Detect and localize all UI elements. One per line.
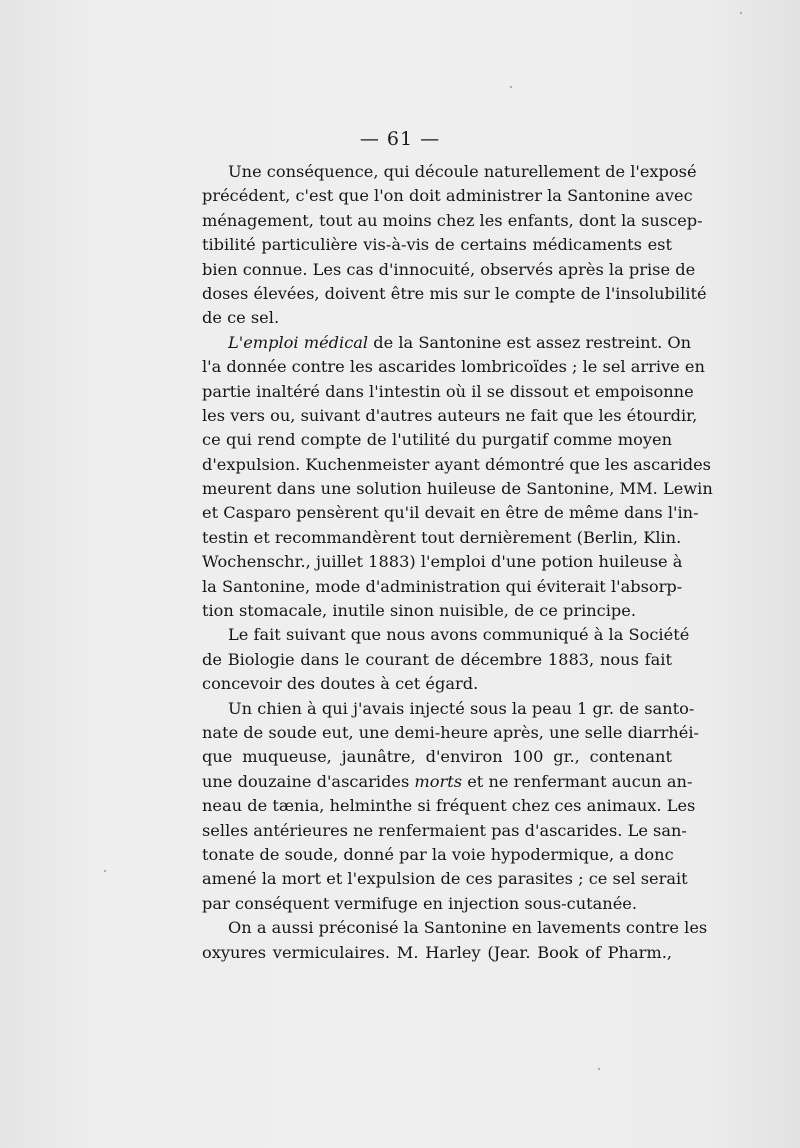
text-line: de ce sel. — [202, 308, 280, 328]
body-text — [202, 160, 713, 965]
text-line: amené la mort et l'expulsion de ces parasites ; ce sel serait — [202, 869, 688, 889]
text-line: testin et recommandèrent tout dernièrement (Berlin, Klin. — [202, 527, 682, 547]
text-line: d'expulsion. Kuchenmeister ayant démontré que les ascarides — [202, 454, 711, 474]
text-line: Une conséquence, qui découle naturellement de l'exposé — [228, 162, 697, 181]
text-line: On a aussi préconisé la Santonine en lavements contre les — [228, 918, 708, 938]
text-line: que muqueuse, jaunâtre, d'environ 100 gr., contenant — [202, 747, 672, 767]
text-fragment: et ne renfermant aucun an- — [462, 771, 693, 791]
text-line: nate de soude eut, une demi-heure après, une selle diarrhéi- — [202, 722, 699, 742]
text-line — [202, 331, 692, 355]
text-line: de Biologie dans le courant de décembre 1883, nous fait — [202, 649, 672, 669]
text-line: Wochenschr., juillet 1883) l'emploi d'une potion huileuse à — [202, 552, 683, 572]
text-line: ménagement, tout au moins chez les enfants, dont la suscep- — [202, 210, 703, 230]
text-fragment: de la Santonine est assez restreint. On — [368, 332, 692, 352]
text-line: et Casparo pensèrent qu'il devait en être de même dans l'in- — [202, 503, 699, 523]
scan-speck — [598, 1068, 600, 1070]
text-line: par conséquent vermifuge en injection sous-cutanée. — [202, 893, 638, 913]
text-line: concevoir des doutes à cet égard. — [202, 674, 479, 694]
paragraph-2 — [202, 331, 713, 624]
text-line: selles antérieures ne renfermaient pas d'ascarides. Le san- — [202, 820, 687, 840]
scan-speck — [510, 86, 512, 88]
page-number: — 61 — — [359, 128, 441, 150]
text-line: bien connue. Les cas d'innocuité, observés après la prise de — [202, 259, 696, 279]
text-line — [202, 770, 693, 794]
text-line: partie inaltéré dans l'intestin où il se dissout et empoisonne — [202, 381, 694, 401]
text-line: précédent, c'est que l'on doit administrer la Santonine avec — [202, 186, 693, 206]
text-line: l'a donnée contre les ascarides lombricoïdes ; le sel arrive en — [202, 357, 705, 377]
paragraph-1 — [202, 160, 707, 331]
emphasis-text: morts — [414, 771, 463, 791]
emphasis-text: L'emploi médical — [228, 332, 369, 352]
text-line: ce qui rend compte de l'utilité du purgatif comme moyen — [202, 430, 672, 450]
text-line: tonate de soude, donné par la voie hypodermique, a donc — [202, 844, 674, 864]
scan-speck — [104, 870, 106, 872]
text-line: Un chien à qui j'avais injecté sous la peau 1 gr. de santo- — [228, 698, 695, 718]
text-fragment: une douzaine d'ascarides — [202, 771, 415, 791]
text-line: oxyures vermiculaires. M. Harley (Jear. Book of Pharm., — [202, 942, 672, 962]
text-line: tibilité particulière vis-à-vis de certains médicaments est — [202, 235, 672, 255]
text-line: meurent dans une solution huileuse de Santonine, MM. Lewin — [202, 479, 713, 499]
text-line: Le fait suivant que nous avons communiqué à la Société — [228, 625, 690, 645]
paragraph-4 — [202, 697, 699, 917]
text-line: neau de tænia, helminthe si fréquent chez ces animaux. Les — [202, 796, 696, 816]
scan-speck — [740, 12, 742, 14]
text-line: la Santonine, mode d'administration qui éviterait l'absorp- — [202, 576, 683, 596]
text-line: doses élevées, doivent être mis sur le compte de l'insolubilité — [202, 283, 707, 303]
text-line: les vers ou, suivant d'autres auteurs ne fait que les étourdir, — [202, 405, 698, 425]
paragraph-3 — [202, 623, 690, 696]
paragraph-5 — [202, 916, 708, 965]
text-line: tion stomacale, inutile sinon nuisible, de ce principe. — [202, 601, 636, 621]
